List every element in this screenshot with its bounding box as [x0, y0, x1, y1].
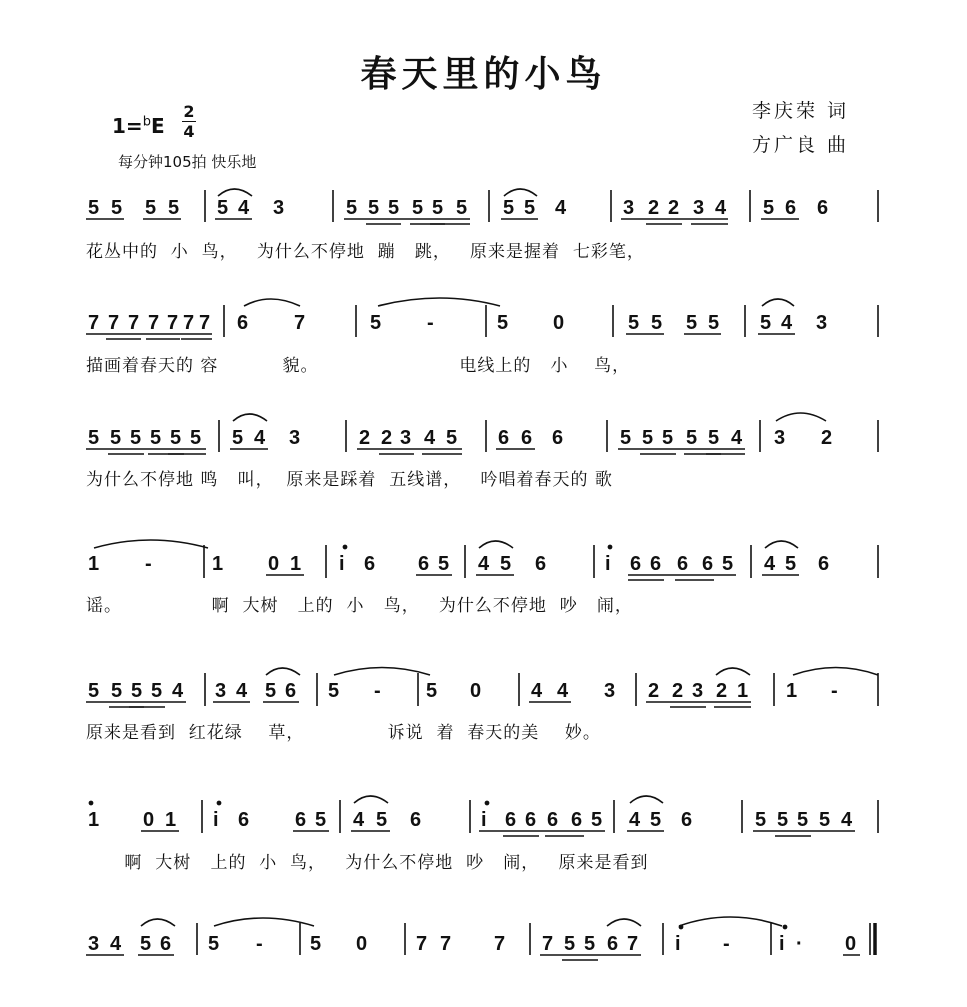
composer: 方广良 曲	[752, 134, 850, 156]
note: 5	[785, 553, 797, 575]
note: 6	[498, 427, 510, 449]
note: 5	[628, 312, 640, 334]
note: 5	[111, 197, 123, 219]
note: 5	[140, 933, 152, 955]
staff-row-5	[88, 680, 838, 702]
note: 7	[440, 933, 452, 955]
note: 6	[238, 809, 250, 831]
note: 5	[346, 197, 358, 219]
note: 5	[88, 197, 100, 219]
note: 4	[254, 427, 266, 449]
note: 4	[764, 553, 776, 575]
note: 4	[629, 809, 641, 831]
note: 5	[370, 312, 382, 334]
note: 5	[376, 809, 388, 831]
note: 3	[604, 680, 616, 702]
note: 6	[547, 809, 559, 831]
note: 6	[364, 553, 376, 575]
time-signature: 2 4	[183, 102, 195, 141]
note: 2	[648, 197, 660, 219]
note: -	[145, 553, 152, 575]
note: 6	[418, 553, 430, 575]
tempo-marking: 每分钟105拍 快乐地	[118, 153, 257, 171]
note: 5	[110, 427, 122, 449]
note: 5	[426, 680, 438, 702]
note: 0	[470, 680, 482, 702]
row-1-lines	[86, 189, 878, 224]
note: 7	[294, 312, 306, 334]
note: i	[481, 809, 487, 831]
note: 3	[215, 680, 227, 702]
lyric-line-2: 描画着春天的 容 貌。 电线上的 小 鸟，	[86, 356, 631, 376]
note: 5	[388, 197, 400, 219]
note: 3	[693, 197, 705, 219]
note: 3	[816, 312, 828, 334]
note: 5	[755, 809, 767, 831]
note: 5	[190, 427, 202, 449]
note: 6	[505, 809, 517, 831]
note: 4	[172, 680, 184, 702]
note: 6	[650, 553, 662, 575]
note: 5	[412, 197, 424, 219]
note: 4	[353, 809, 365, 831]
key-signature: 1=$^b$E	[112, 114, 165, 138]
note: 7	[88, 312, 100, 334]
note: 5	[708, 312, 720, 334]
note: 1	[88, 809, 100, 831]
note: ·	[796, 933, 803, 955]
note: 5	[686, 427, 698, 449]
note: 6	[237, 312, 249, 334]
note: 7	[148, 312, 160, 334]
note: 5	[368, 197, 380, 219]
note: 6	[571, 809, 583, 831]
note: -	[427, 312, 434, 334]
row-3-lines	[86, 413, 878, 454]
note: i	[605, 553, 611, 575]
note: 5	[500, 553, 512, 575]
note: 1	[165, 809, 177, 831]
note: 5	[88, 427, 100, 449]
note: 2	[648, 680, 660, 702]
note: 7	[183, 312, 195, 334]
note: 6	[818, 553, 830, 575]
note: 5	[591, 809, 603, 831]
note: 5	[446, 427, 458, 449]
note: 5	[819, 809, 831, 831]
note: 5	[265, 680, 277, 702]
note: 5	[151, 680, 163, 702]
note: 0	[356, 933, 368, 955]
row-7-lines	[86, 917, 875, 960]
note: 6	[535, 553, 547, 575]
note: 6	[785, 197, 797, 219]
note: 5	[620, 427, 632, 449]
note: i	[675, 933, 681, 955]
note: 5	[503, 197, 515, 219]
note: 5	[497, 312, 509, 334]
note: 5	[777, 809, 789, 831]
note: 5	[763, 197, 775, 219]
note: 2	[821, 427, 833, 449]
note: 4	[555, 197, 567, 219]
note: -	[723, 933, 730, 955]
note: 4	[841, 809, 853, 831]
note: 5	[150, 427, 162, 449]
note: 4	[531, 680, 543, 702]
note: 7	[416, 933, 428, 955]
note: 5	[310, 933, 322, 955]
note: 3	[400, 427, 412, 449]
note: 6	[160, 933, 172, 955]
note: 6	[521, 427, 533, 449]
note: 6	[295, 809, 307, 831]
note: 3	[623, 197, 635, 219]
note: 6	[817, 197, 829, 219]
note: i	[339, 553, 345, 575]
note: 0	[268, 553, 280, 575]
note: 5	[662, 427, 674, 449]
lyric-line-5: 原来是看到 红花绿 草， 诉说 着 春天的美 妙。	[86, 723, 601, 743]
staff-row-3	[88, 427, 832, 449]
note: 6	[285, 680, 297, 702]
note: 7	[199, 312, 211, 334]
note: 5	[564, 933, 576, 955]
staff-row-7	[88, 933, 856, 955]
note: 2	[381, 427, 393, 449]
note: 5	[438, 553, 450, 575]
note: 5	[760, 312, 772, 334]
note: 1	[786, 680, 798, 702]
staff-row-4	[88, 553, 829, 575]
note: 7	[627, 933, 639, 955]
note: 4	[557, 680, 569, 702]
note: 3	[774, 427, 786, 449]
note: 5	[315, 809, 327, 831]
note: 5	[88, 680, 100, 702]
lyricist: 李庆荣 词	[752, 100, 850, 122]
note: 2	[668, 197, 680, 219]
note: 6	[702, 553, 714, 575]
note: 0	[553, 312, 565, 334]
note: 5	[524, 197, 536, 219]
note: 6	[607, 933, 619, 955]
note: -	[256, 933, 263, 955]
note: 5	[145, 197, 157, 219]
note: 4	[110, 933, 122, 955]
note: 1	[290, 553, 302, 575]
note: 5	[686, 312, 698, 334]
note: 6	[677, 553, 689, 575]
note: 6	[552, 427, 564, 449]
note: 2	[672, 680, 684, 702]
note: 5	[168, 197, 180, 219]
note: 3	[692, 680, 704, 702]
note: 5	[130, 427, 142, 449]
note: 5	[111, 680, 123, 702]
page-title: 春天里的小鸟	[360, 53, 607, 95]
note: 7	[542, 933, 554, 955]
note: 5	[797, 809, 809, 831]
note: -	[831, 680, 838, 702]
note: 5	[328, 680, 340, 702]
lyric-line-6: 啊 大树 上的 小 鸟， 为什么不停地 吵 闹， 原来是看到	[86, 853, 649, 873]
note: 4	[478, 553, 490, 575]
note: 5	[208, 933, 220, 955]
note: 2	[716, 680, 728, 702]
note: i	[779, 933, 785, 955]
note: 4	[236, 680, 248, 702]
lyric-line-3: 为什么不停地 鸣 叫， 原来是踩着 五线谱， 吟唱着春天的 歌	[86, 470, 613, 490]
note: 7	[494, 933, 506, 955]
note: 1	[737, 680, 749, 702]
lyric-line-4: 谣。 啊 大树 上的 小 鸟， 为什么不停地 吵 闹，	[86, 596, 633, 616]
note: 7	[128, 312, 140, 334]
note: 5	[722, 553, 734, 575]
note: 5	[170, 427, 182, 449]
note: 7	[108, 312, 120, 334]
note: 4	[781, 312, 793, 334]
note: 1	[88, 553, 100, 575]
note: i	[213, 809, 219, 831]
note: 5	[651, 312, 663, 334]
note: 6	[630, 553, 642, 575]
note: 5	[432, 197, 444, 219]
note: 5	[650, 809, 662, 831]
staff-row-1	[88, 197, 828, 219]
note: 5	[456, 197, 468, 219]
note: 3	[289, 427, 301, 449]
note: 0	[143, 809, 155, 831]
note: 3	[88, 933, 100, 955]
note: 5	[642, 427, 654, 449]
note: 5	[232, 427, 244, 449]
note: 5	[708, 427, 720, 449]
staff-row-2	[88, 312, 827, 334]
note: 5	[131, 680, 143, 702]
note: 7	[167, 312, 179, 334]
row-5-lines	[86, 668, 878, 708]
note: 2	[359, 427, 371, 449]
note: 5	[584, 933, 596, 955]
note: 4	[424, 427, 436, 449]
note: 4	[731, 427, 743, 449]
note: 5	[217, 197, 229, 219]
note: 4	[238, 197, 250, 219]
note: 6	[525, 809, 537, 831]
note: 1	[212, 553, 224, 575]
note: 3	[273, 197, 285, 219]
note: 6	[681, 809, 693, 831]
note: 4	[715, 197, 727, 219]
note: -	[374, 680, 381, 702]
note: 0	[845, 933, 857, 955]
lyric-line-1: 花丛中的 小 鸟， 为什么不停地 蹦 跳， 原来是握着 七彩笔，	[86, 242, 645, 262]
note: 6	[410, 809, 422, 831]
